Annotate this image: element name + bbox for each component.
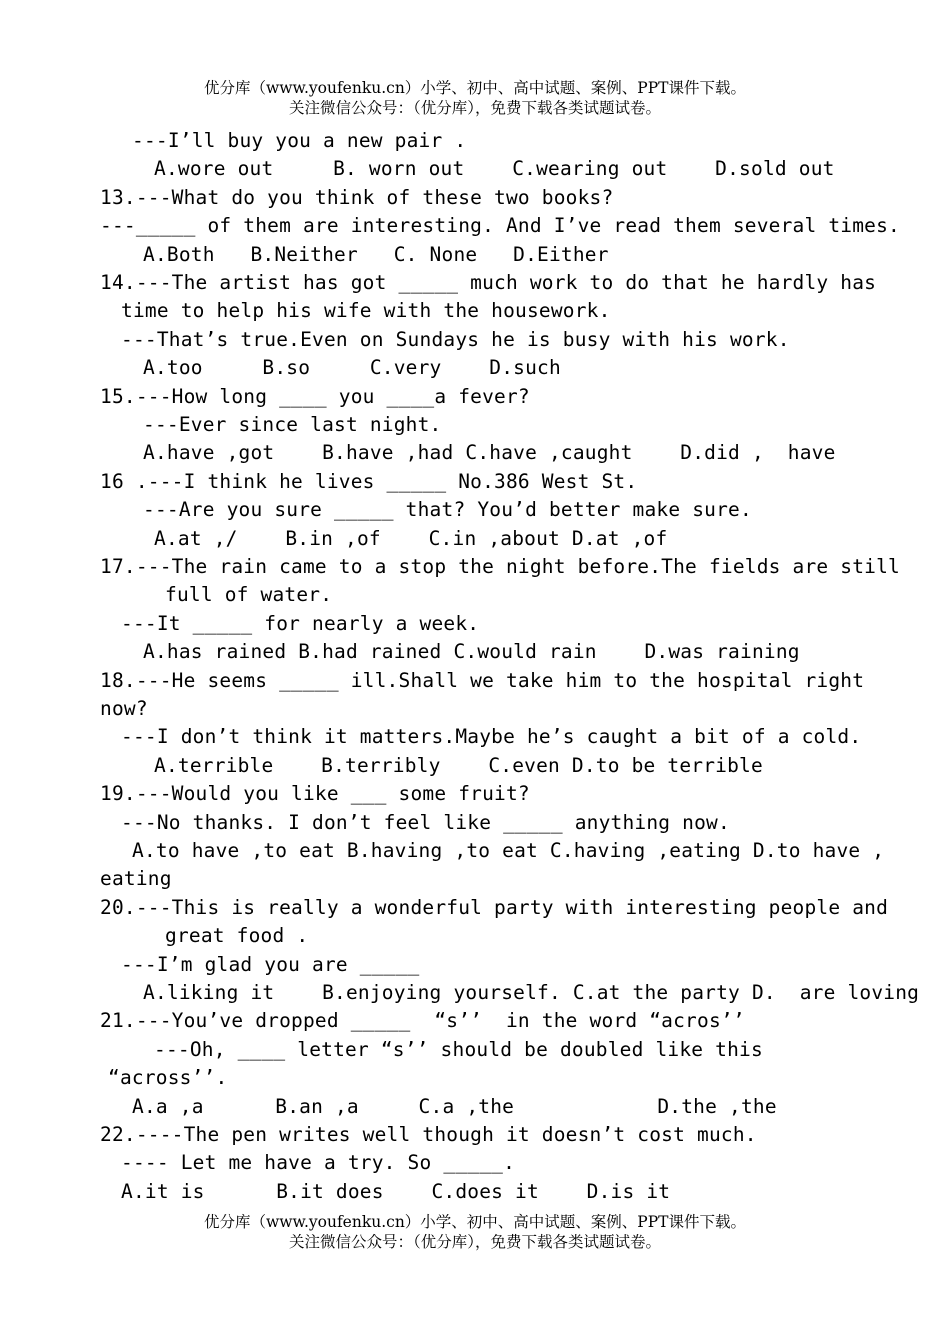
q13-question: 13.---What do you think of these two books? [100, 186, 614, 209]
q14-response: ---That’s true.Even on Sundays he is busy with his work. [121, 328, 790, 351]
q17-question: 17.---The rain came to a stop the night before.The fields are still [100, 555, 900, 578]
q19-response: ---No thanks. I don’t feel like _____ anything now. [121, 811, 730, 834]
q21-question: 21.---You’ve dropped _____ “s’’ in the word “acros’’ [100, 1009, 745, 1032]
q22-options: A.it is B.it does C.does it D.is it [121, 1180, 671, 1203]
q20-question-cont: great food . [165, 924, 309, 947]
q16-options: A.at ,/ B.in ,of C.in ,about D.at ,of [154, 527, 668, 550]
q16-question: 16 .---I think he lives _____ No.386 West St. [100, 470, 638, 493]
q22-question: 22.----The pen writes well though it doesn’t cost much. [100, 1123, 757, 1146]
q17-question-cont: full of water. [165, 583, 333, 606]
q13-options: A.Both B.Neither C. None D.Either [143, 243, 609, 266]
q20-response: ---I’m glad you are _____ [121, 953, 420, 976]
q15-response: ---Ever since last night. [143, 413, 442, 436]
q20-question: 20.---This is really a wonderful party with interesting people and [100, 896, 889, 919]
q17-options: A.has rained B.had rained C.would rain D.was raining [143, 640, 800, 663]
header-line-1: 优分库（www.youfenku.cn）小学、初中、高中试题、案例、PPT课件下载。 [203, 79, 747, 97]
q21-response: ---Oh, ____ letter “s’’ should be doubled like this [154, 1038, 763, 1061]
q19-question: 19.---Would you like ___ some fruit? [100, 782, 530, 805]
q14-question-cont: time to help his wife with the housework. [121, 299, 611, 322]
q20-options: A.liking it B.enjoying yourself. C.at the party D. are loving [143, 981, 920, 1004]
q15-question: 15.---How long ____ you ____a fever? [100, 385, 530, 408]
q19-options: A.to have ,to eat B.having ,to eat C.having ,eating D.to have , [132, 839, 885, 862]
q14-options: A.too B.so C.very D.such [143, 356, 561, 379]
q19-options-cont: eating [100, 867, 172, 890]
q22-response: ---- Let me have a try. So _____. [121, 1151, 516, 1174]
q12-options: A.wore out B. worn out C.wearing out D.sold out [154, 157, 835, 180]
q18-question: 18.---He seems _____ ill.Shall we take him to the hospital right [100, 669, 865, 692]
q18-question-cont: now? [100, 697, 148, 720]
footer-line-2: 关注微信公众号：（优分库），免费下载各类试题试卷。 [288, 1233, 661, 1251]
footer-line-1: 优分库（www.youfenku.cn）小学、初中、高中试题、案例、PPT课件下载。 [203, 1213, 747, 1231]
q12-answer-line: ---I’ll buy you a new pair . [132, 129, 467, 152]
q21-options: A.a ,a B.an ,a C.a ,the D.the ,the [132, 1095, 777, 1118]
q16-response: ---Are you sure _____ that? You’d better make sure. [143, 498, 752, 521]
header-line-2: 关注微信公众号：（优分库），免费下载各类试题试卷。 [288, 99, 661, 117]
q18-options: A.terrible B.terribly C.even D.to be terrible [154, 754, 763, 777]
q15-options: A.have ,got B.have ,had C.have ,caught D.did , have [143, 441, 836, 464]
q18-response: ---I don’t think it matters.Maybe he’s caught a bit of a cold. [121, 725, 862, 748]
q21-response-cont: “across’’. [108, 1066, 228, 1089]
q14-question: 14.---The artist has got _____ much work to do that he hardly has [100, 271, 877, 294]
q13-response: ---_____ of them are interesting. And I’ve read them several times. [100, 214, 900, 237]
q17-response: ---It _____ for nearly a week. [121, 612, 480, 635]
